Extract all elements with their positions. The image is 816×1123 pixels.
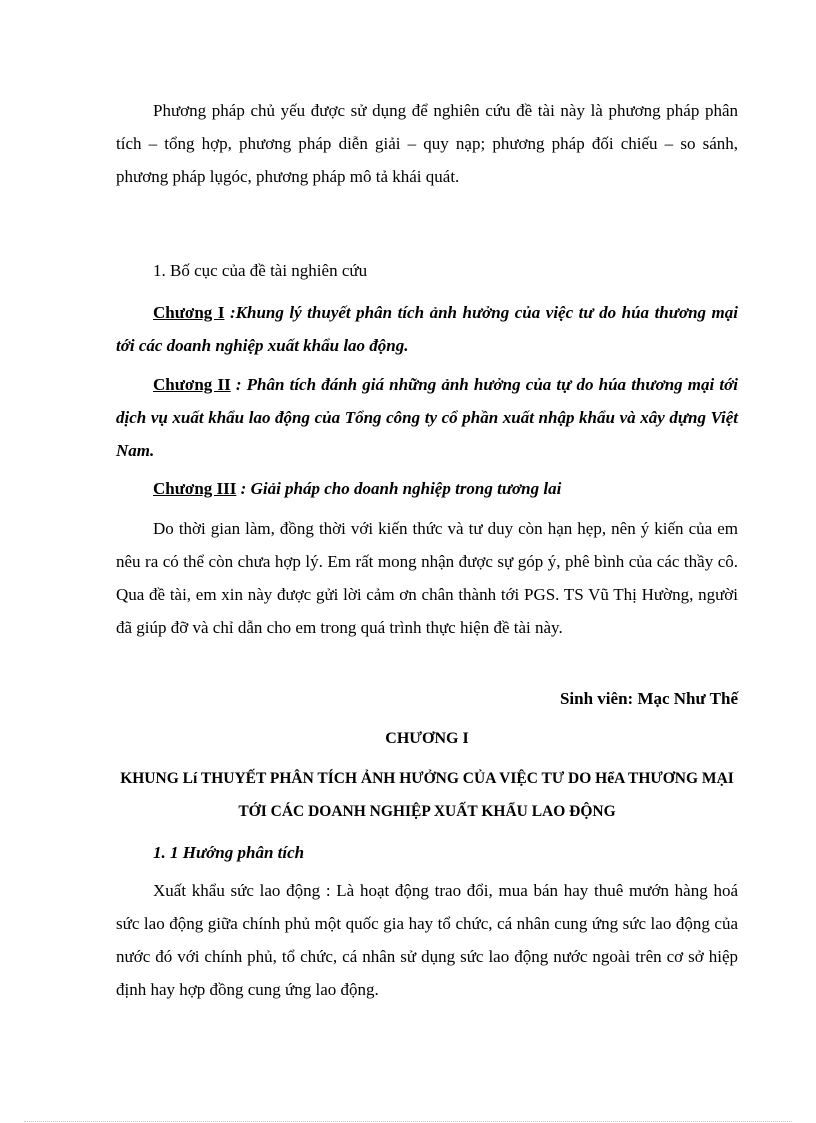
section-heading: 1. 1 Hướng phân tích bbox=[153, 843, 305, 862]
chapter-3-separator: : bbox=[236, 479, 251, 498]
chapter-2-entry bbox=[116, 368, 738, 467]
intro-paragraph: Phương pháp chủ yếu được sử dụng để nghiên cứu đề tài này là phương pháp phân tích – tổng hợp, phương pháp diễn giải – quy nạp; phương pháp đối chiếu – so sánh, phương pháp lụgóc, phương pháp mô tả khái quát. bbox=[116, 101, 738, 186]
chapter-title: CHƯƠNG I bbox=[385, 730, 469, 747]
chapter-3-entry bbox=[116, 472, 738, 505]
chapter-1-label: Chương I bbox=[153, 303, 225, 322]
chapter-2-text: Phân tích đánh giá những ảnh hưởng của tự do húa thương mại tới dịch vụ xuất khẩu lao động của Tổng công ty cổ phần xuất nhập khẩu và xây dựng Việt Nam. bbox=[116, 375, 738, 460]
chapter-1-text: Khung lý thuyết phân tích ảnh hưởng của việc tư do húa thương mại tới các doanh nghiệp xuất khẩu lao động. bbox=[116, 303, 738, 355]
chapter-3-label: Chương III bbox=[153, 479, 237, 498]
chapter-2-label: Chương II bbox=[153, 375, 231, 394]
signature: Sinh viên: Mạc Như Thế bbox=[559, 689, 738, 708]
chapter-1-separator: : bbox=[224, 303, 236, 322]
chapter-3-text: Giải pháp cho doanh nghiệp trong tương lai bbox=[250, 479, 562, 498]
closing-paragraph: Do thời gian làm, đồng thời với kiến thức và tư duy còn hạn hẹp, nên ý kiến của em nêu ra có thể còn chưa hợp lý. Em rất mong nhận được sự góp ý, phê bình của các thầy cô. Qua đề tài, em xin này được gửi lời cảm ơn chân thành tới PGS. TS Vũ Thị Hường, người đã giúp đỡ và chỉ dẫn cho em trong quá trình thực hiện đề tài này. bbox=[116, 519, 738, 637]
chapter-subtitle: KHUNG Lí THUYẾT PHÂN TÍCH ẢNH HƯỞNG CỦA VIỆC TƯ DO HểA THƯƠNG MẠI TỚI CÁC DOANH NGHIỆP XUẤT KHẨU LAO ĐỘNG bbox=[120, 770, 734, 820]
chapter-2-separator: : bbox=[230, 375, 247, 394]
structure-heading: 1. Bố cục của đề tài nghiên cứu bbox=[153, 261, 368, 280]
chapter-1-entry bbox=[116, 296, 738, 362]
page-bottom-border bbox=[24, 1121, 792, 1122]
section-paragraph: Xuất khẩu sức lao động : Là hoạt động trao đổi, mua bán hay thuê mướn hàng hoá sức lao động giữa chính phủ một quốc gia hay tổ chức, cá nhân cung ứng sức lao động của nước đó với chính phủ, tổ chức, cá nhân sử dụng sức lao động nước ngoài trên cơ sở hiệp định hay hợp đồng cung ứng lao động. bbox=[116, 881, 738, 999]
